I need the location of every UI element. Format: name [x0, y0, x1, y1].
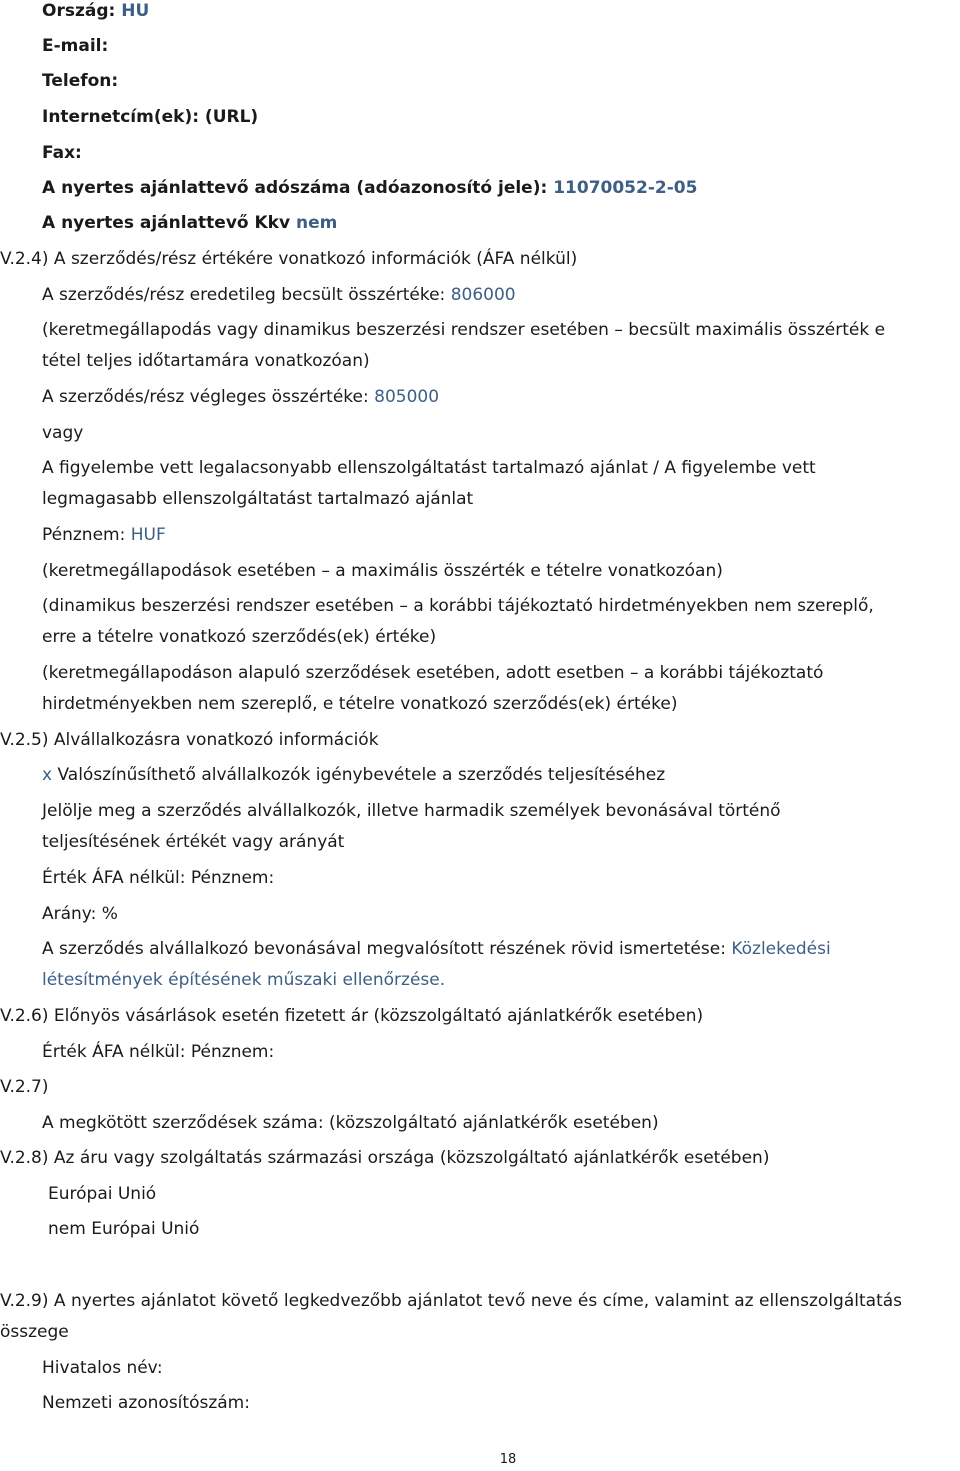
currency-label: Pénznem: — [42, 525, 126, 545]
kkv-line — [42, 212, 337, 234]
checkbox-mark: x — [42, 765, 53, 785]
section-v29-heading-line2: összege — [0, 1322, 69, 1342]
taxid-line — [42, 177, 697, 199]
currency-value: HUF — [130, 525, 166, 545]
note-based-line2: hirdetményekben nem szereplő, e tételre vonatkozó szerződés(ek) értéke) — [42, 694, 678, 714]
section-v24-heading: V.2.4) A szerződés/rész értékére vonatkozó információk (ÁFA nélkül) — [0, 249, 578, 269]
framework-note-line2: tétel teljes időtartamára vonatkozóan) — [42, 351, 370, 371]
likely-text: Valószínűsíthető alvállalkozók igénybevétele a szerződés teljesítéséhez — [57, 765, 666, 785]
page-number: 18 — [499, 1452, 517, 1467]
desc-label: A szerződés alvállalkozó bevonásával megvalósított részének rövid ismertetése: — [42, 939, 726, 959]
country-label: Ország: — [42, 1, 116, 21]
desc-line — [42, 938, 831, 960]
fax-label: Fax: — [42, 143, 82, 163]
v26-value-label: Érték ÁFA nélkül: Pénznem: — [42, 1042, 275, 1062]
estimated-label: A szerződés/rész eredetileg becsült összértéke: — [42, 285, 446, 305]
final-value-line — [42, 386, 439, 408]
phone-label: Telefon: — [42, 71, 119, 91]
taxid-value: 11070052-2-05 — [553, 178, 698, 198]
indicate-line1: Jelölje meg a szerződés alvállalkozók, illetve harmadik személyek bevonásával történő — [42, 801, 781, 821]
national-id-label: Nemzeti azonosítószám: — [42, 1393, 250, 1413]
contracts-count-label: A megkötött szerződések száma: (közszolgáltató ajánlatkérők esetében) — [42, 1113, 659, 1133]
section-v26-heading: V.2.6) Előnyös vásárlások esetén fizetett ár (közszolgáltató ajánlatkérők esetében) — [0, 1006, 704, 1026]
origin-non-eu: nem Európai Unió — [48, 1219, 200, 1239]
taxid-label: A nyertes ajánlattevő adószáma (adóazonosító jele): — [42, 178, 548, 198]
section-v25-heading: V.2.5) Alvállalkozásra vonatkozó információk — [0, 730, 379, 750]
likely-line — [42, 764, 665, 786]
note-dynamic-line1: (dinamikus beszerzési rendszer esetében – a korábbi tájékoztató hirdetményekben nem szereplő, — [42, 596, 874, 616]
kkv-value: nem — [295, 213, 338, 233]
note-framework: (keretmegállapodások esetében – a maximális összérték e tételre vonatkozóan) — [42, 561, 723, 581]
framework-note-line1: (keretmegállapodás vagy dinamikus beszerzési rendszer esetében – becsült maximális összérték e — [42, 320, 886, 340]
desc-value-part2: létesítmények építésének műszaki ellenőrzése. — [42, 970, 446, 990]
estimated-value: 806000 — [450, 285, 516, 305]
country-value: HU — [121, 1, 150, 21]
final-label: A szerződés/rész végleges összértéke: — [42, 387, 369, 407]
url-label: Internetcím(ek): (URL) — [42, 107, 259, 127]
or-text: vagy — [42, 423, 84, 443]
indicate-line2: teljesítésének értékét vagy arányát — [42, 832, 345, 852]
currency-line — [42, 524, 166, 546]
section-v27-heading: V.2.7) — [0, 1077, 49, 1097]
note-dynamic-line2: erre a tételre vonatkozó szerződés(ek) értéke) — [42, 627, 437, 647]
offer-line2: legmagasabb ellenszolgáltatást tartalmazó ajánlat — [42, 489, 474, 509]
offer-line1: A figyelembe vett legalacsonyabb ellenszolgáltatást tartalmazó ajánlat / A figyelembe vett — [42, 458, 816, 478]
email-label: E-mail: — [42, 36, 109, 56]
note-based-line1: (keretmegállapodáson alapuló szerződések esetében, adott esetben – a korábbi tájékoztató — [42, 663, 824, 683]
section-v29-heading-line1: V.2.9) A nyertes ajánlatot követő legkedvezőbb ajánlatot tevő neve és címe, valamint az ellenszolgáltatás — [0, 1291, 903, 1311]
country-line — [42, 0, 149, 22]
value-label: Érték ÁFA nélkül: Pénznem: — [42, 868, 275, 888]
estimated-value-line — [42, 284, 516, 306]
ratio-label: Arány: % — [42, 904, 118, 924]
final-value: 805000 — [374, 387, 440, 407]
origin-eu: Európai Unió — [48, 1184, 157, 1204]
kkv-label: A nyertes ajánlattevő Kkv — [42, 213, 291, 233]
section-v28-heading: V.2.8) Az áru vagy szolgáltatás származási országa (közszolgáltató ajánlatkérők esetében) — [0, 1148, 770, 1168]
official-name-label: Hivatalos név: — [42, 1358, 163, 1378]
desc-value-part1: Közlekedési — [731, 939, 831, 959]
